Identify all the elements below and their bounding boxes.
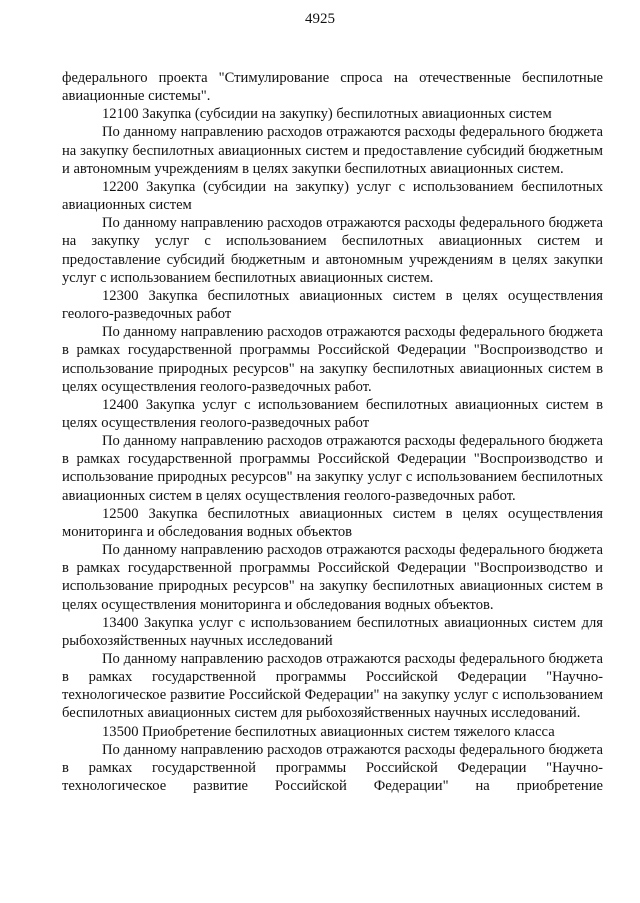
section-heading-13500: 13500 Приобретение беспилотных авиационных систем тяжелого класса bbox=[102, 723, 555, 740]
section-heading-12300: 12300 Закупка беспилотных авиационных систем в целях осуществления геолого-разведочных работ bbox=[62, 287, 603, 323]
document-body bbox=[62, 69, 603, 795]
paragraph-continuation: федерального проекта "Стимулирование спроса на отечественные беспилотные авиационные системы". bbox=[62, 70, 603, 105]
section-body-12300: По данному направлению расходов отражаются расходы федерального бюджета в рамках государственной программы Российской Федерации "Воспроизводство и использование природных ресурсов" на закупку беспилотных авиационных систем в целях осуществления геолого-разведочных работ. bbox=[62, 324, 603, 395]
section-body-12200: По данному направлению расходов отражаются расходы федерального бюджета на закупку услуг с использованием беспилотных авиационных систем и предоставление субсидий бюджетным и автономным учреждениям в целях закупки услуг с использованием беспилотных авиационных систем. bbox=[62, 215, 603, 286]
section-body-12400: По данному направлению расходов отражаются расходы федерального бюджета в рамках государственной программы Российской Федерации "Воспроизводство и использование природных ресурсов" на закупку услуг с использованием беспилотных авиационных систем в целях осуществления геолого-разведочных работ. bbox=[62, 433, 603, 504]
section-heading-12500: 12500 Закупка беспилотных авиационных систем в целях осуществления мониторинга и обследования водных объектов bbox=[62, 505, 603, 540]
section-body-13500: По данному направлению расходов отражаются расходы федерального бюджета в рамках государственной программы Российской Федерации "Научно-технологическое развитие Российской Федерации" на приобретение bbox=[62, 741, 603, 795]
section-heading-12100: 12100 Закупка (субсидии на закупку) беспилотных авиационных систем bbox=[102, 106, 552, 123]
section-body-12500: По данному направлению расходов отражаются расходы федерального бюджета в рамках государственной программы Российской Федерации "Воспроизводство и использование природных ресурсов" на закупку беспилотных авиационных систем в целях осуществления мониторинга и обследования водных объектов. bbox=[62, 542, 603, 613]
page-number: 4925 bbox=[305, 11, 335, 27]
section-body-13400: По данному направлению расходов отражаются расходы федерального бюджета в рамках государственной программы Российской Федерации "Научно-технологическое развитие Российской Федерации" на закупку услуг с использованием беспилотных авиационных систем для рыбохозяйственных научных исследований. bbox=[62, 651, 603, 722]
section-body-12100: По данному направлению расходов отражаются расходы федерального бюджета на закупку беспилотных авиационных систем и предоставление субсидий бюджетным и автономным учреждениям в целях закупки беспилотных авиационных систем. bbox=[62, 124, 603, 177]
section-heading-12400: 12400 Закупка услуг с использованием беспилотных авиационных систем в целях осуществления геолого-разведочных работ bbox=[62, 396, 603, 431]
section-heading-13400: 13400 Закупка услуг с использованием беспилотных авиационных систем для рыбохозяйственных научных исследований bbox=[62, 614, 603, 649]
section-heading-12200: 12200 Закупка (субсидии на закупку) услуг с использованием беспилотных авиационных систем bbox=[62, 178, 603, 214]
